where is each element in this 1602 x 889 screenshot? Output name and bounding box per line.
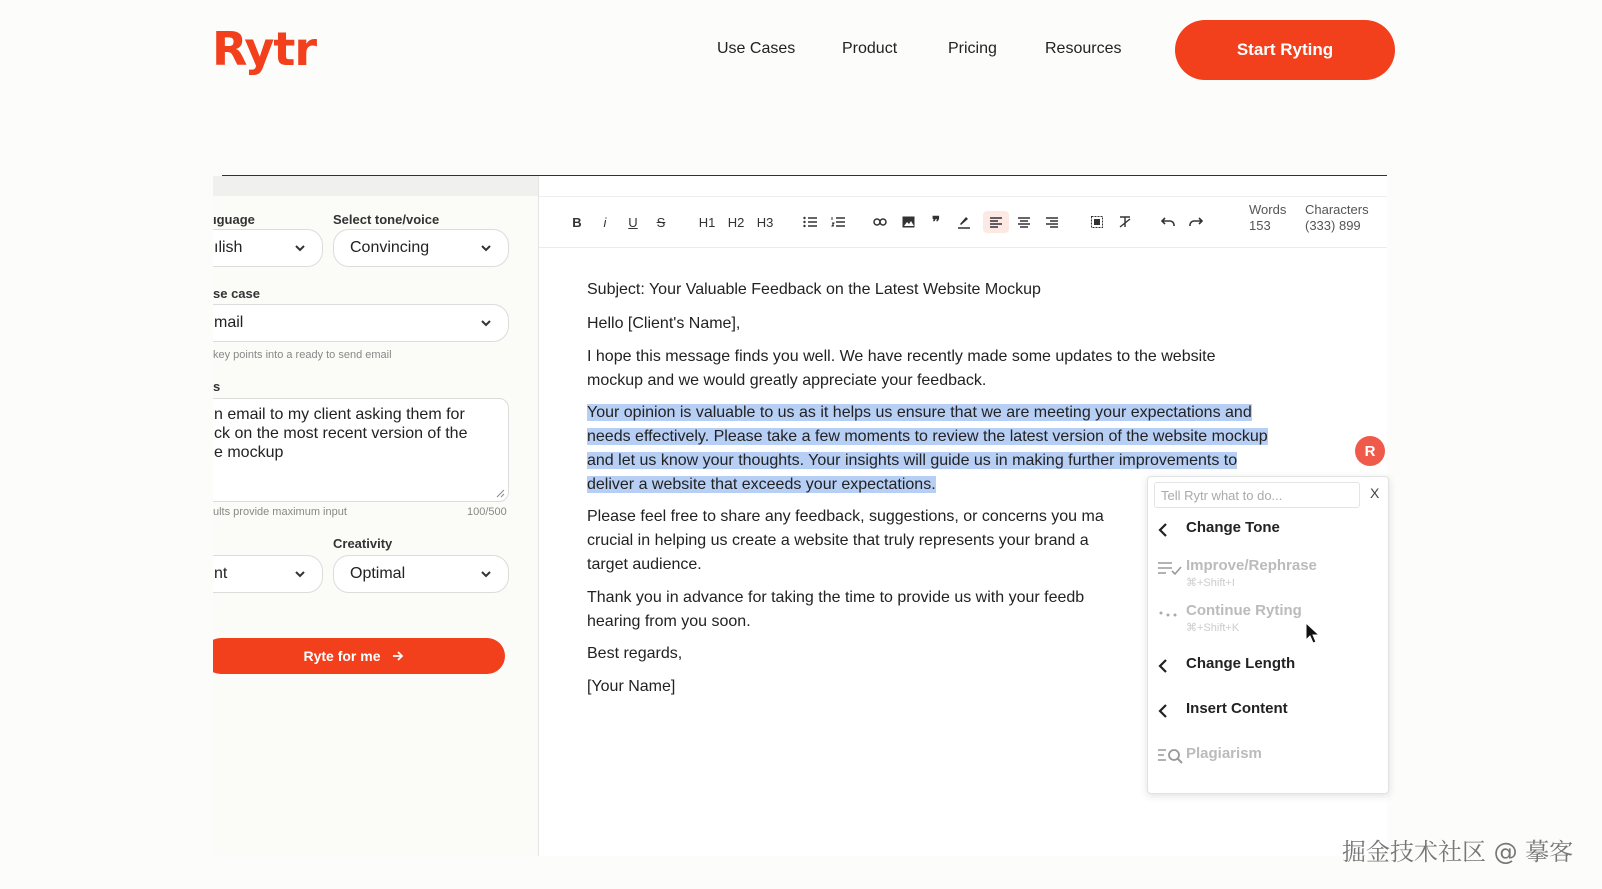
paragraph-1-line-2: mockup and we would greatly appreciate your feedback. (587, 372, 987, 389)
align-center-icon[interactable] (1015, 211, 1033, 233)
chevron-down-icon (292, 240, 308, 256)
paragraph-4-line-2: hearing from you soon. (587, 613, 751, 630)
input-textarea[interactable] (213, 398, 509, 502)
paragraph-1-line-1: I hope this message finds you well. We have recently made some updates to the website (587, 348, 1216, 365)
resize-handle-icon[interactable] (495, 488, 505, 498)
tone-select-value: Convincing (350, 239, 430, 256)
ryte-button-label: Ryte for me (303, 648, 381, 664)
chevron-left-icon (1158, 655, 1186, 677)
undo-icon[interactable] (1159, 211, 1177, 233)
characters-label: Characters (1305, 202, 1369, 217)
numbered-list-icon[interactable] (829, 211, 847, 233)
email-subject[interactable]: Subject: Your Valuable Feedback on the Latest Website Mockup (587, 281, 1041, 298)
paragraph-3-line-2: crucial in helping us create a website that truly represents your brand a (587, 532, 1089, 549)
start-ryting-button[interactable]: Start Ryting (1175, 20, 1395, 80)
paragraph-3-line-3: target audience. (587, 556, 702, 573)
command-input[interactable]: Tell Rytr what to do... (1154, 482, 1360, 508)
nav-resources[interactable]: Resources (1045, 40, 1122, 57)
email-signature[interactable]: [Your Name] (587, 678, 676, 695)
menu-label: Change Tone (1186, 519, 1280, 536)
menu-label: Improve/Rephrase (1186, 557, 1317, 574)
underline-button[interactable]: U (628, 214, 638, 230)
link-icon[interactable] (871, 211, 889, 233)
menu-label: Insert Content (1186, 700, 1288, 717)
bold-button[interactable]: B (572, 214, 582, 230)
characters-count: (333) 899 (1305, 218, 1361, 233)
email-greeting[interactable]: Hello [Client's Name], (587, 315, 741, 332)
nav-product[interactable]: Product (842, 40, 898, 57)
select-all-icon[interactable] (1088, 211, 1106, 233)
mouse-cursor-icon (1305, 622, 1321, 644)
chevron-down-icon (292, 566, 308, 582)
menu-continue-ryting[interactable] (1158, 602, 1378, 634)
usecase-select[interactable] (213, 304, 509, 342)
menu-label: Change Length (1186, 655, 1296, 672)
language-label: ıguage (213, 212, 255, 227)
doc-title-strip (539, 176, 1387, 197)
bullet-list-icon[interactable] (801, 211, 819, 233)
input-line-2: ck on the most recent version of the (214, 425, 468, 442)
align-left-icon[interactable] (983, 211, 1009, 233)
usecase-select-value: mail (214, 314, 244, 331)
ryte-for-me-button[interactable] (213, 638, 505, 674)
paragraph-2-line-2: needs effectively. Please take a few moments to review the latest version of the website mockup (587, 428, 1268, 445)
editor-toolbar (539, 197, 1387, 248)
strikethrough-button[interactable]: S (656, 214, 666, 230)
input-line-3: e mockup (214, 444, 284, 461)
usecase-label: se case (213, 286, 260, 301)
redo-icon[interactable] (1187, 211, 1205, 233)
highlighter-icon[interactable] (955, 211, 973, 233)
menu-change-length[interactable] (1158, 655, 1378, 677)
h2-button[interactable]: H2 (727, 214, 745, 230)
nav-use-cases[interactable]: Use Cases (717, 40, 796, 57)
words-count: 153 (1249, 218, 1271, 233)
nav-pricing[interactable]: Pricing (948, 40, 997, 57)
rytr-assistant-badge[interactable]: R (1355, 436, 1385, 466)
rytr-logo[interactable]: Rytr (212, 22, 317, 76)
h1-button[interactable]: H1 (698, 214, 716, 230)
creativity-label: Creativity (333, 536, 393, 551)
input-hint: ults provide maximum input (213, 506, 347, 518)
creativity-select-value: Optimal (350, 565, 406, 582)
chevron-down-icon (478, 566, 494, 582)
menu-label: Continue Ryting (1186, 602, 1302, 619)
italic-button[interactable]: i (603, 214, 607, 230)
clear-format-icon[interactable] (1116, 211, 1134, 233)
input-line-1: n email to my client asking them for (214, 406, 465, 423)
variants-select[interactable] (213, 555, 323, 593)
tone-label: Select tone/voice (333, 212, 440, 227)
panel-header-strip (213, 176, 538, 196)
language-select[interactable] (213, 229, 323, 267)
creativity-select[interactable] (333, 555, 509, 593)
paragraph-1[interactable] (587, 345, 1357, 393)
tone-select[interactable] (333, 229, 509, 267)
paragraph-2-line-4: deliver a website that exceeds your expectations. (587, 476, 936, 493)
menu-label: Plagiarism (1186, 745, 1262, 762)
image-icon[interactable] (899, 211, 917, 233)
search-list-icon (1158, 745, 1186, 767)
language-select-value: ılish (214, 239, 243, 256)
ellipsis-icon (1158, 602, 1186, 624)
watermark: 掘金技术社区 @ 摹客 (1342, 838, 1574, 866)
usecase-hint: key points into a ready to send email (213, 349, 392, 361)
paragraph-2-line-3: and let us know your thoughts. Your insights will guide us in making further improvements to (587, 452, 1238, 469)
paragraph-4-line-1: Thank you in advance for taking the time to provide us with your feedb (587, 589, 1085, 606)
rephrase-icon (1158, 557, 1186, 579)
paragraph-2-line-1: Your opinion is valuable to us as it helps us ensure that we are meeting your expectations and (587, 404, 1252, 421)
h3-button[interactable]: H3 (756, 214, 774, 230)
input-char-count: 100/500 (467, 506, 507, 518)
paragraph-3-line-1: Please feel free to share any feedback, suggestions, or concerns you ma (587, 508, 1104, 525)
menu-plagiarism[interactable] (1158, 745, 1378, 767)
words-label: Words (1249, 202, 1287, 217)
menu-insert-content[interactable] (1158, 700, 1378, 722)
quote-icon[interactable]: ❞ (931, 214, 941, 231)
menu-shortcut: ⌘+Shift+K (1186, 622, 1240, 634)
menu-improve-rephrase[interactable] (1158, 557, 1378, 589)
chevron-left-icon (1158, 700, 1186, 722)
menu-change-tone[interactable] (1158, 519, 1378, 541)
variants-select-value: nt (214, 565, 228, 582)
email-closing[interactable]: Best regards, (587, 645, 683, 662)
arrow-right-icon (391, 649, 405, 663)
close-popup-button[interactable]: X (1370, 485, 1380, 501)
input-label: s (213, 379, 221, 394)
align-right-icon[interactable] (1043, 211, 1061, 233)
rytr-command-popup (1147, 476, 1389, 794)
menu-shortcut: ⌘+Shift+I (1186, 577, 1235, 589)
chevron-down-icon (478, 315, 494, 331)
chevron-down-icon (478, 240, 494, 256)
chevron-left-icon (1158, 519, 1186, 541)
left-settings-panel (213, 176, 539, 856)
